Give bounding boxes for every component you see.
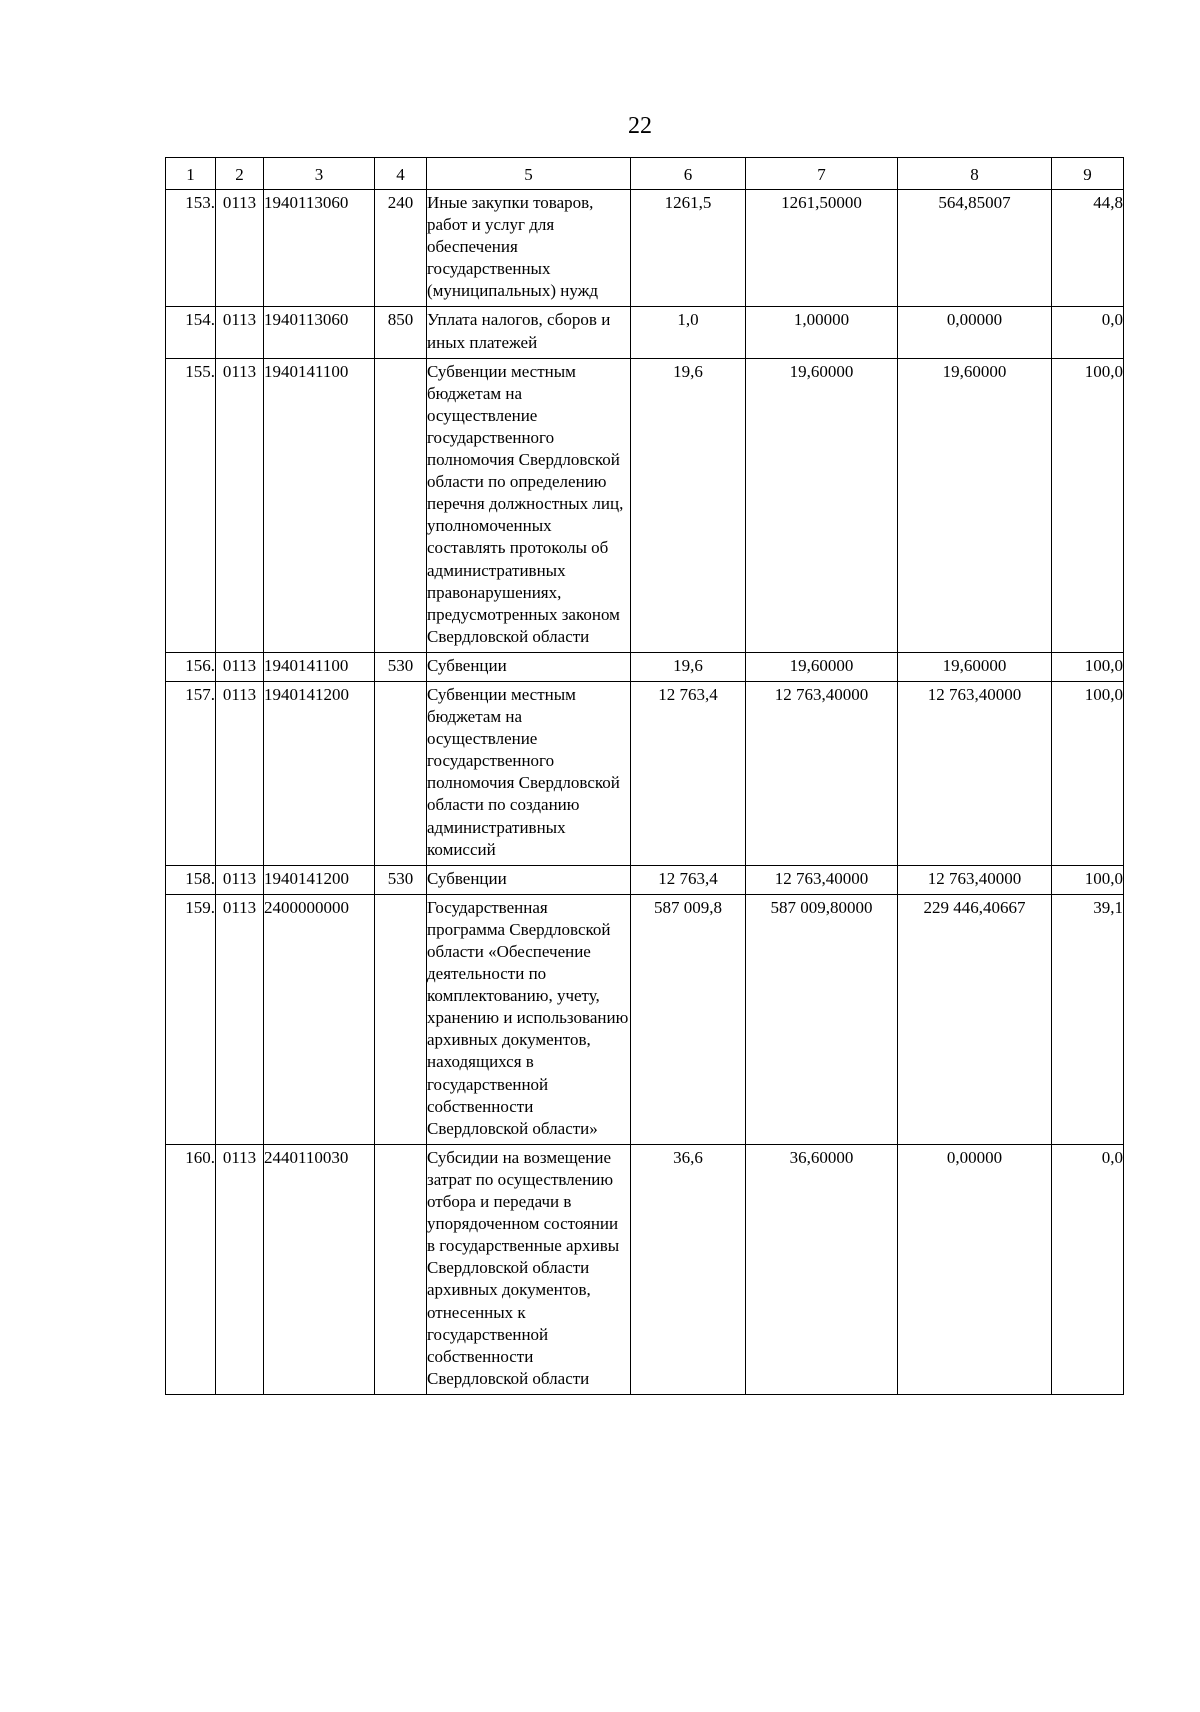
expense-type bbox=[375, 1144, 427, 1394]
target-code: 1940113060 bbox=[264, 190, 375, 307]
row-number: 154. bbox=[166, 307, 216, 358]
value-col-6: 12 763,4 bbox=[631, 865, 746, 894]
expense-type: 530 bbox=[375, 865, 427, 894]
table-row bbox=[166, 865, 1124, 894]
value-col-9: 100,0 bbox=[1052, 652, 1124, 681]
item-name: Уплата налогов, сборов и иных платежей bbox=[427, 307, 631, 358]
target-code: 2400000000 bbox=[264, 894, 375, 1144]
value-col-9: 39,1 bbox=[1052, 894, 1124, 1144]
value-col-9: 44,8 bbox=[1052, 190, 1124, 307]
column-header: 3 bbox=[264, 158, 375, 190]
expense-type bbox=[375, 894, 427, 1144]
section-code: 0113 bbox=[216, 1144, 264, 1394]
column-header: 8 bbox=[898, 158, 1052, 190]
value-col-6: 12 763,4 bbox=[631, 681, 746, 865]
section-code: 0113 bbox=[216, 307, 264, 358]
section-code: 0113 bbox=[216, 652, 264, 681]
table-row bbox=[166, 1144, 1124, 1394]
value-col-8: 0,00000 bbox=[898, 307, 1052, 358]
table-row bbox=[166, 894, 1124, 1144]
page-number: 22 bbox=[628, 113, 652, 139]
column-header: 2 bbox=[216, 158, 264, 190]
column-header: 9 bbox=[1052, 158, 1124, 190]
item-name: Субвенции местным бюджетам на осуществление государственного полномочия Свердловской области по определению перечня должностных лиц, уполномоченных составлять протоколы об административных правонарушениях, предусмотренных законом Свердловской области bbox=[427, 358, 631, 652]
value-col-8: 229 446,40667 bbox=[898, 894, 1052, 1144]
target-code: 2440110030 bbox=[264, 1144, 375, 1394]
column-header: 1 bbox=[166, 158, 216, 190]
value-col-6: 587 009,8 bbox=[631, 894, 746, 1144]
value-col-9: 100,0 bbox=[1052, 865, 1124, 894]
value-col-7: 19,60000 bbox=[746, 652, 898, 681]
expense-type bbox=[375, 681, 427, 865]
row-number: 155. bbox=[166, 358, 216, 652]
value-col-7: 19,60000 bbox=[746, 358, 898, 652]
value-col-6: 19,6 bbox=[631, 358, 746, 652]
item-name: Иные закупки товаров, работ и услуг для обеспечения государственных (муниципальных) нужд bbox=[427, 190, 631, 307]
value-col-9: 100,0 bbox=[1052, 681, 1124, 865]
target-code: 1940141100 bbox=[264, 358, 375, 652]
section-code: 0113 bbox=[216, 358, 264, 652]
value-col-8: 19,60000 bbox=[898, 652, 1052, 681]
item-name: Государственная программа Свердловской области «Обеспечение деятельности по комплектованию, учету, хранению и использованию архивных документов, находящихся в государственной собственности Свердловской области» bbox=[427, 894, 631, 1144]
value-col-6: 19,6 bbox=[631, 652, 746, 681]
expense-type bbox=[375, 358, 427, 652]
table-row bbox=[166, 358, 1124, 652]
expense-type: 530 bbox=[375, 652, 427, 681]
value-col-7: 587 009,80000 bbox=[746, 894, 898, 1144]
column-header: 4 bbox=[375, 158, 427, 190]
table-row bbox=[166, 681, 1124, 865]
section-code: 0113 bbox=[216, 894, 264, 1144]
value-col-7: 1,00000 bbox=[746, 307, 898, 358]
value-col-8: 12 763,40000 bbox=[898, 865, 1052, 894]
row-number: 157. bbox=[166, 681, 216, 865]
row-number: 159. bbox=[166, 894, 216, 1144]
table-row bbox=[166, 307, 1124, 358]
table-row bbox=[166, 652, 1124, 681]
value-col-9: 100,0 bbox=[1052, 358, 1124, 652]
value-col-8: 12 763,40000 bbox=[898, 681, 1052, 865]
row-number: 156. bbox=[166, 652, 216, 681]
row-number: 153. bbox=[166, 190, 216, 307]
item-name: Субвенции bbox=[427, 865, 631, 894]
target-code: 1940141200 bbox=[264, 681, 375, 865]
value-col-8: 0,00000 bbox=[898, 1144, 1052, 1394]
table-row bbox=[166, 190, 1124, 307]
expense-type: 240 bbox=[375, 190, 427, 307]
item-name: Субсидии на возмещение затрат по осуществлению отбора и передачи в упорядоченном состоянии в государственные архивы Свердловской области архивных документов, отнесенных к государственной собственности Свердловской области bbox=[427, 1144, 631, 1394]
budget-table bbox=[165, 157, 1124, 1395]
column-header: 5 bbox=[427, 158, 631, 190]
value-col-7: 12 763,40000 bbox=[746, 865, 898, 894]
target-code: 1940113060 bbox=[264, 307, 375, 358]
section-code: 0113 bbox=[216, 681, 264, 865]
section-code: 0113 bbox=[216, 865, 264, 894]
value-col-7: 36,60000 bbox=[746, 1144, 898, 1394]
value-col-6: 36,6 bbox=[631, 1144, 746, 1394]
expense-type: 850 bbox=[375, 307, 427, 358]
value-col-9: 0,0 bbox=[1052, 1144, 1124, 1394]
column-header: 7 bbox=[746, 158, 898, 190]
target-code: 1940141200 bbox=[264, 865, 375, 894]
column-number-row bbox=[166, 158, 1124, 190]
value-col-8: 564,85007 bbox=[898, 190, 1052, 307]
target-code: 1940141100 bbox=[264, 652, 375, 681]
value-col-9: 0,0 bbox=[1052, 307, 1124, 358]
value-col-7: 12 763,40000 bbox=[746, 681, 898, 865]
value-col-7: 1261,50000 bbox=[746, 190, 898, 307]
item-name: Субвенции bbox=[427, 652, 631, 681]
row-number: 160. bbox=[166, 1144, 216, 1394]
value-col-6: 1,0 bbox=[631, 307, 746, 358]
item-name: Субвенции местным бюджетам на осуществление государственного полномочия Свердловской области по созданию административных комиссий bbox=[427, 681, 631, 865]
column-header: 6 bbox=[631, 158, 746, 190]
section-code: 0113 bbox=[216, 190, 264, 307]
value-col-6: 1261,5 bbox=[631, 190, 746, 307]
value-col-8: 19,60000 bbox=[898, 358, 1052, 652]
row-number: 158. bbox=[166, 865, 216, 894]
